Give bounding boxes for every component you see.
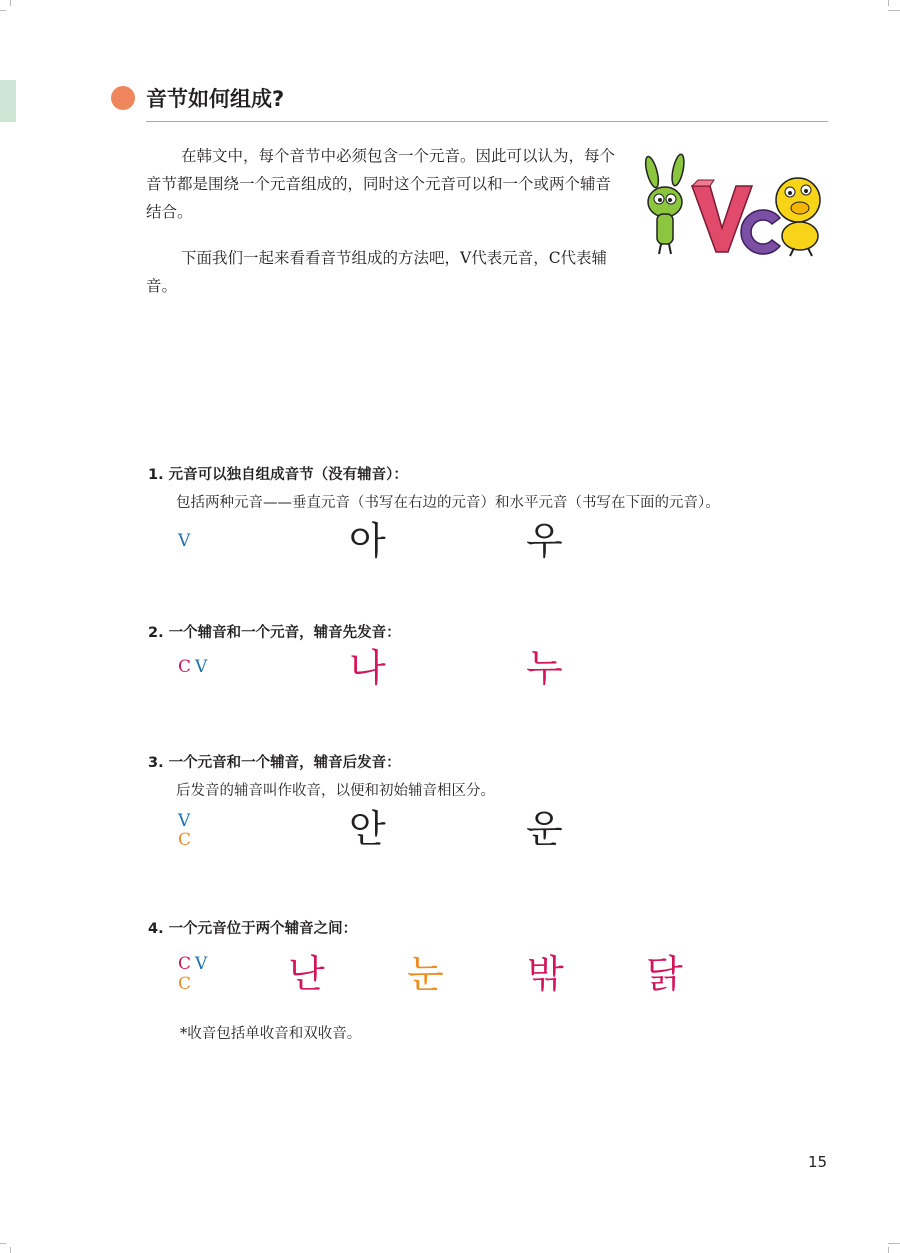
crop-mark <box>10 0 11 6</box>
letter-c-block <box>741 210 780 254</box>
crop-mark <box>888 0 889 6</box>
korean-syllable: 누 <box>526 646 563 690</box>
korean-syllable: 우 <box>526 519 563 563</box>
vc-mascot-illustration <box>640 152 830 262</box>
korean-syllable: 안 <box>349 807 386 851</box>
crop-mark <box>0 10 6 11</box>
page-title: 音节如何组成? <box>146 87 285 111</box>
crop-mark <box>888 1243 900 1244</box>
pattern-label-v: V <box>195 954 208 974</box>
intro-paragraph-1: 在韩文中，每个音节中必须包含一个元音。因此可以认为，每个音节都是围绕一个元音组成的，同时这个元音可以和一个或两个辅音结合。 <box>146 147 616 221</box>
section-4-heading: 4. 一个元音位于两个辅音之间： <box>148 921 358 937</box>
korean-syllable: 밖 <box>527 952 564 996</box>
section-1-heading: 1. 元音可以独自组成音节（没有辅音）： <box>148 467 408 483</box>
page-number: 15 <box>808 1153 828 1171</box>
pattern-label-c: C <box>178 657 192 677</box>
intro-paragraph-2: 下面我们一起来看看音节组成的方法吧，V代表元音，C代表辅音。 <box>146 249 608 295</box>
pattern-label-c: C <box>178 830 192 850</box>
section-2-heading: 2. 一个辅音和一个元音，辅音先发音： <box>148 625 401 641</box>
title-rule <box>146 121 828 122</box>
section-1-description: 包括两种元音——垂直元音（书写在右边的元音）和水平元音（书写在下面的元音）。 <box>176 495 720 511</box>
section-3-heading: 3. 一个元音和一个辅音，辅音后发音： <box>148 755 401 771</box>
crop-mark <box>10 1247 11 1253</box>
korean-syllable: 아 <box>349 519 386 563</box>
pattern-label-v: V <box>178 811 191 831</box>
pattern-label-v: V <box>178 531 191 551</box>
korean-syllable: 닭 <box>646 952 683 996</box>
crop-mark <box>888 1247 889 1253</box>
yellow-pig-icon <box>776 178 820 256</box>
pattern-label-c: C <box>178 974 192 994</box>
side-tab <box>0 80 16 122</box>
footnote: *收音包括单收音和双收音。 <box>180 1026 362 1042</box>
korean-syllable: 눈 <box>407 952 444 996</box>
korean-syllable: 운 <box>526 807 563 851</box>
crop-mark <box>0 1243 6 1244</box>
green-rabbit-icon <box>643 153 686 254</box>
korean-syllable: 난 <box>288 952 325 996</box>
korean-syllable: 나 <box>349 646 386 690</box>
crop-mark <box>888 10 900 11</box>
pattern-label-c: C <box>178 954 192 974</box>
section-3-description: 后发音的辅音叫作收音，以便和初始辅音相区分。 <box>176 783 495 799</box>
title-bullet <box>111 86 135 110</box>
pattern-label-v: V <box>195 657 208 677</box>
